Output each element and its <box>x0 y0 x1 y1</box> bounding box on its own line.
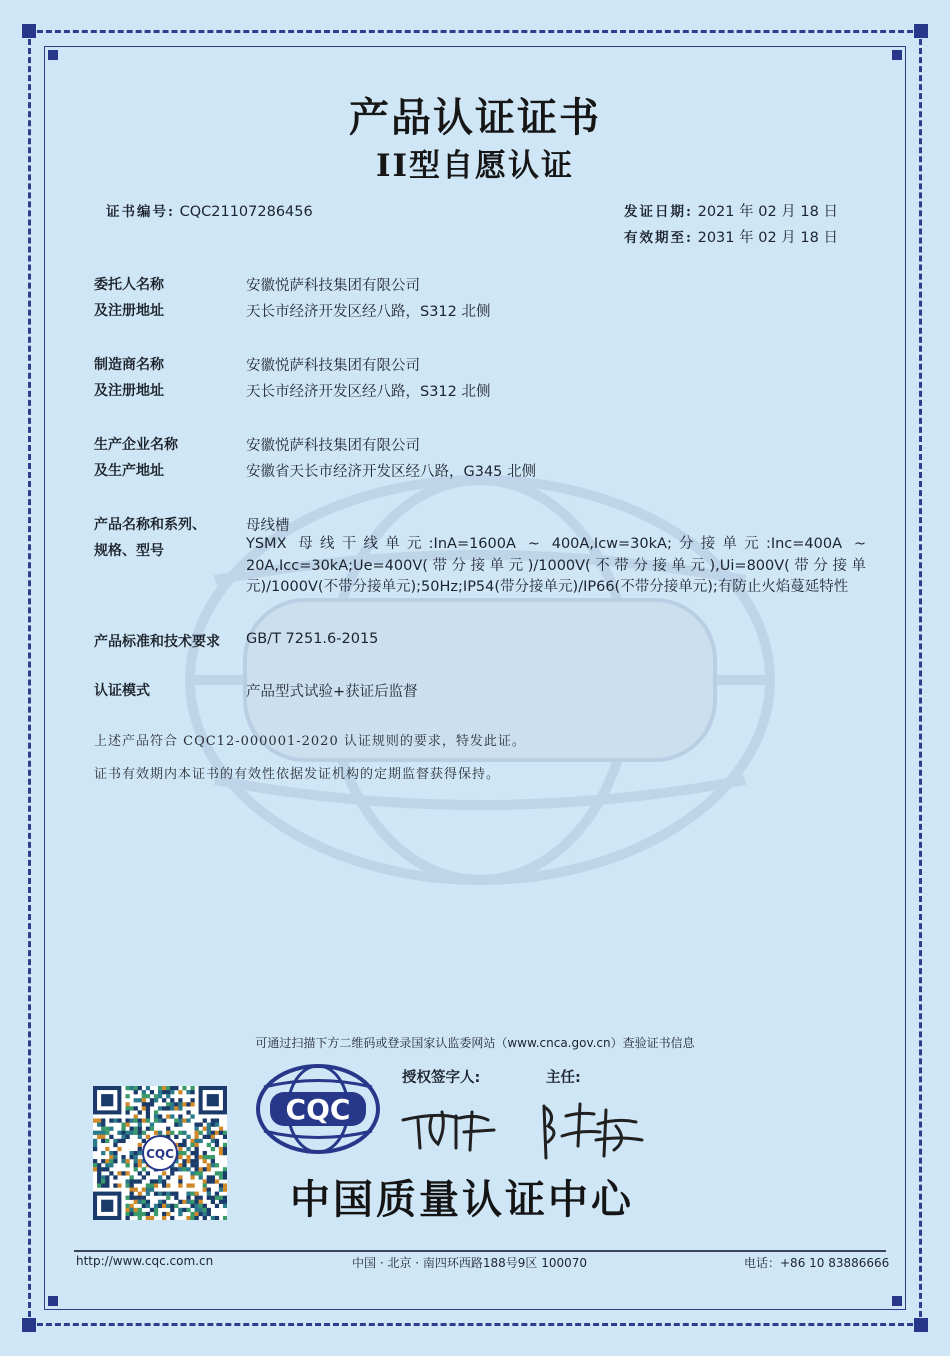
cert-number <box>106 200 313 220</box>
product-name: 母线槽 <box>246 518 290 534</box>
standard-value: GB/T 7251.6-2015 <box>246 631 379 647</box>
manufacturer-name: 安徽悦萨科技集团有限公司 <box>246 358 420 374</box>
client-name: 安徽悦萨科技集团有限公司 <box>246 278 420 294</box>
footer-divider <box>74 1250 886 1252</box>
certificate-subtitle: II型自愿认证 <box>375 148 574 184</box>
cqc-logo <box>254 1062 382 1156</box>
corner-square-br-inner <box>892 1296 902 1306</box>
corner-square-tl <box>22 24 36 38</box>
cert-number-label: 证书编号: <box>106 204 175 220</box>
qr-center-logo-text: CQC <box>146 1147 174 1161</box>
signatory-signature <box>398 1098 508 1154</box>
footer-phone: 电话：+86 10 83886666 <box>744 1256 890 1270</box>
issue-date-value: 2021 年 02 月 18 日 <box>697 204 838 220</box>
factory-name: 安徽悦萨科技集团有限公司 <box>246 438 420 454</box>
factory-label-2: 及生产地址 <box>94 463 164 479</box>
factory-address: 安徽省天长市经济开发区经八路，G345 北侧 <box>246 464 537 480</box>
signatory-label: 授权签字人: <box>402 1070 481 1086</box>
issue-date <box>624 200 838 221</box>
valid-until <box>624 226 838 247</box>
footer-website[interactable]: http://www.cqc.com.cn <box>76 1254 214 1268</box>
issue-date-label: 发证日期: <box>624 204 693 220</box>
certificate-title: 产品认证证书 <box>349 94 601 141</box>
scan-verify-note: 可通过扫描下方二维码或登录国家认监委网站（www.cnca.gov.cn）查验证书信息 <box>255 1036 695 1050</box>
valid-until-value: 2031 年 02 月 18 日 <box>697 230 838 246</box>
footer-address: 中国 · 北京 · 南四环西路188号9区 100070 <box>352 1256 588 1270</box>
qr-code[interactable] <box>93 1086 227 1220</box>
client-address: 天长市经济开发区经八路，S312 北侧 <box>246 304 491 320</box>
mode-label: 认证模式 <box>94 683 150 699</box>
factory-label-1: 生产企业名称 <box>94 437 178 453</box>
manufacturer-label-2: 及注册地址 <box>94 383 164 399</box>
manufacturer-address: 天长市经济开发区经八路，S312 北侧 <box>246 384 491 400</box>
cert-number-value: CQC21107286456 <box>179 204 313 220</box>
cqc-logo-text: CQC <box>285 1093 351 1126</box>
standard-label: 产品标准和技术要求 <box>94 634 220 650</box>
director-label: 主任: <box>546 1070 581 1086</box>
product-label-1: 产品名称和系列、 <box>94 517 206 533</box>
corner-square-tr <box>914 24 928 38</box>
corner-square-br <box>914 1318 928 1332</box>
note-line-2: 证书有效期内本证书的有效性依据发证机构的定期监督获得保持。 <box>94 767 501 782</box>
corner-square-bl <box>22 1318 36 1332</box>
corner-square-tl-inner <box>48 50 58 60</box>
issuing-organization: 中国质量认证中心 <box>290 1177 634 1223</box>
manufacturer-label-1: 制造商名称 <box>94 357 164 373</box>
mode-value: 产品型式试验+获证后监督 <box>246 684 418 700</box>
corner-square-bl-inner <box>48 1296 58 1306</box>
client-label-2: 及注册地址 <box>94 303 164 319</box>
product-spec: YSMX 母线干线单元:InA=1600A ~ 400A,Icw=30kA;分接单元:Inc=400A ~ 20A,Icc=30kA;Ue=400V(带分接单元)/1000V(不带分接单元),Ui=800V(带分接单元)/1000V(不带分接单元);50Hz;IP54(带分接单元)/IP66(不带分接单元);有防止火焰蔓延特性 <box>246 536 866 595</box>
corner-square-tr-inner <box>892 50 902 60</box>
product-label-2: 规格、型号 <box>94 543 164 559</box>
director-signature <box>536 1096 646 1162</box>
note-line-1: 上述产品符合 CQC12-000001-2020 认证规则的要求，特发此证。 <box>94 734 526 749</box>
client-label-1: 委托人名称 <box>94 277 164 293</box>
valid-until-label: 有效期至: <box>624 230 693 246</box>
